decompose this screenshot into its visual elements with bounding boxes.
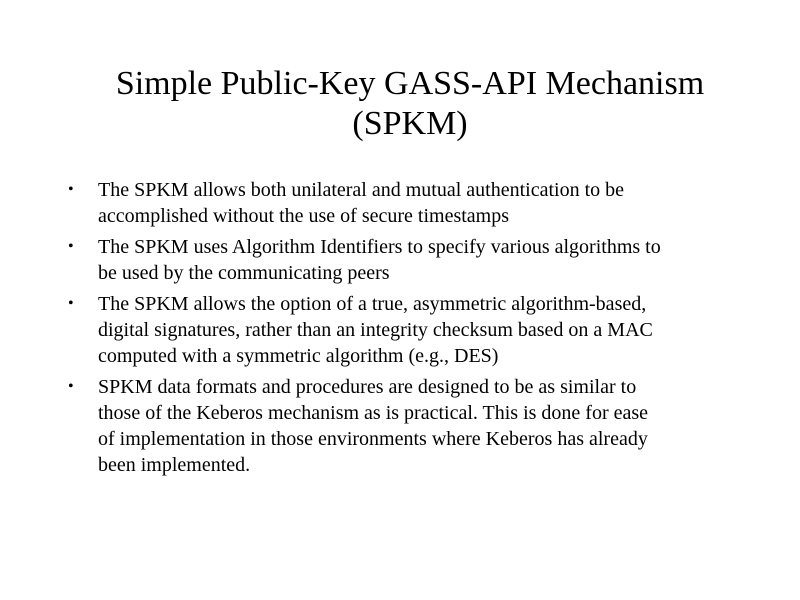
bullet-item: [0, 374, 760, 478]
bullet-line: digital signatures, rather than an integrity checksum based on a MAC: [98, 319, 653, 341]
bullet-line: been implemented.: [98, 454, 251, 476]
bullet-icon: •: [68, 238, 74, 255]
bullet-item: [0, 234, 760, 286]
bullet-line: The SPKM allows the option of a true, asymmetric algorithm-based,: [98, 293, 647, 315]
slide-title-line-1: Simple Public-Key GASS-API Mechanism: [115, 65, 705, 102]
bullet-list: [0, 177, 760, 483]
bullet-line: of implementation in those environments where Keberos has already: [98, 428, 648, 450]
bullet-line: computed with a symmetric algorithm (e.g., DES): [98, 345, 499, 367]
bullet-icon: •: [68, 181, 74, 198]
bullet-line: those of the Keberos mechanism as is practical. This is done for ease: [98, 402, 649, 424]
bullet-icon: •: [68, 378, 74, 395]
bullet-icon: •: [68, 295, 74, 312]
bullet-item: [0, 177, 760, 229]
bullet-line: be used by the communicating peers: [98, 262, 390, 284]
bullet-line: accomplished without the use of secure timestamps: [98, 205, 510, 227]
bullet-line: SPKM data formats and procedures are designed to be as similar to: [98, 376, 637, 398]
bullet-line: The SPKM uses Algorithm Identifiers to specify various algorithms to: [98, 236, 661, 258]
slide-title: [60, 64, 760, 144]
bullet-line: The SPKM allows both unilateral and mutual authentication to be: [98, 179, 625, 201]
bullet-item: [0, 291, 760, 369]
slide-title-line-2: (SPKM): [352, 105, 468, 142]
